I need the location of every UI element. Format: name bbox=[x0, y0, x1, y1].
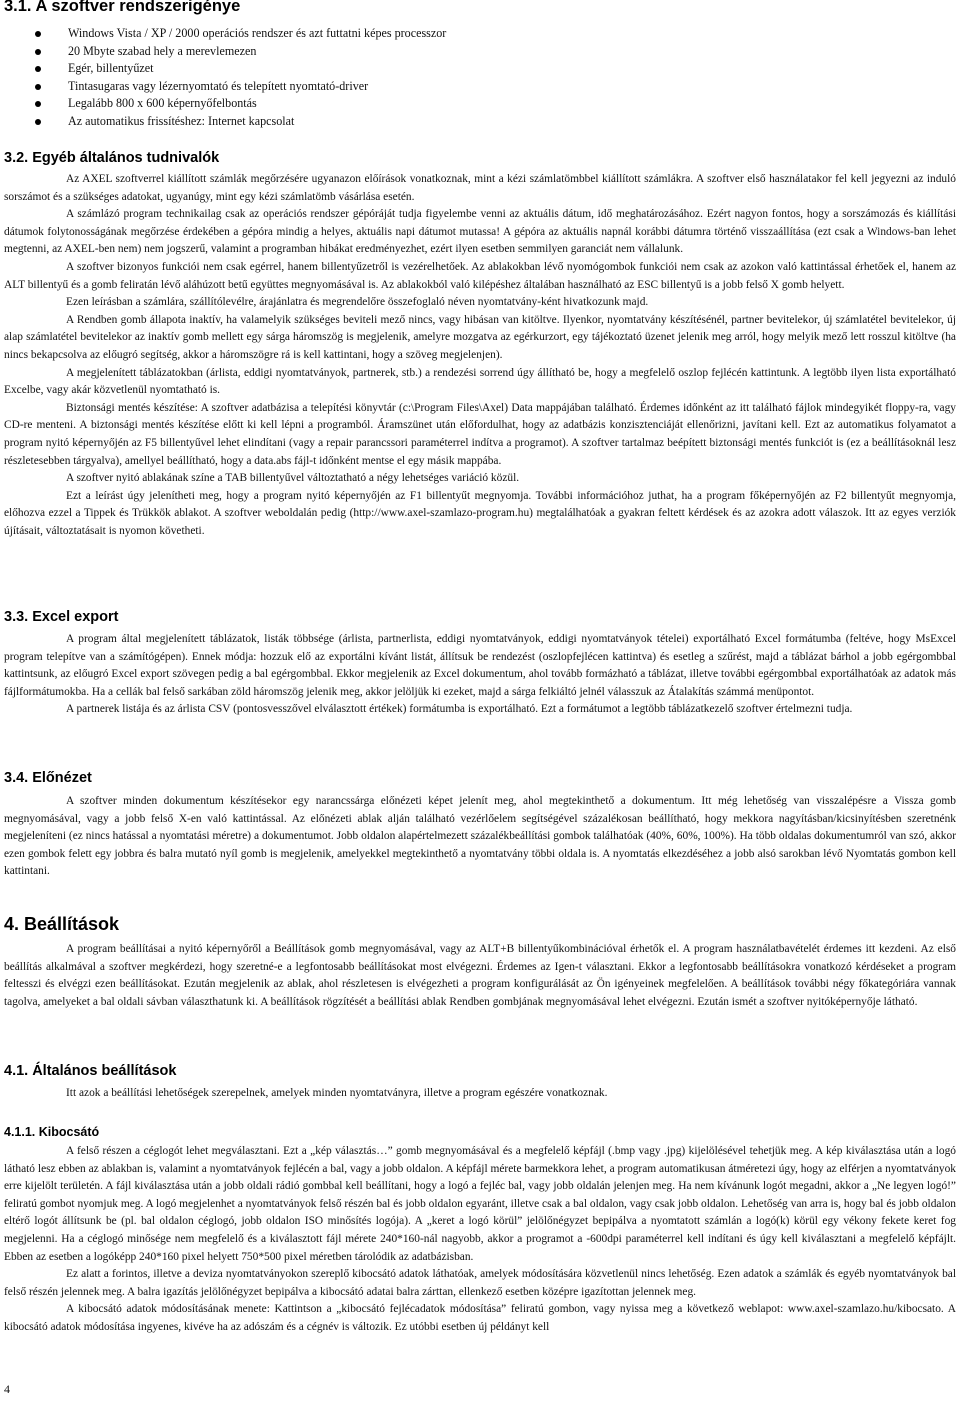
paragraph: Ezt a leírást úgy jelenítheti meg, hogy a program nyitó képernyőjén az F1 billentyűt megnyomja. További információhoz juthat, ha a program főképernyőjén az F2 billentyűt megnyomja, előhozva ezzel a Tippek és Trükkök ablakot. A szoftver weboldalán pedig (http://www.axel-szamlazo-program.hu) megtalálhatóak a gyakran feltett kérdések és az azokra adott válaszok. Itt az egyes verziók újításait, változtatásait is nyomon követheti. bbox=[4, 489, 956, 537]
list-item: Legalább 800 x 600 képernyőfelbontás bbox=[0, 95, 446, 113]
paragraph: Itt azok a beállítási lehetőségek szerepelnek, amelyek minden nyomtatványra, illetve a program egészére vonatkoznak. bbox=[66, 1087, 608, 1099]
section-heading-3-3: 3.3. Excel export bbox=[4, 609, 119, 625]
section-body-4-1 bbox=[4, 1085, 956, 1103]
page-number: 4 bbox=[4, 1382, 10, 1396]
paragraph: Biztonsági mentés készítése: A szoftver adatbázisa a telepítési könyvtár (c:\Program Files\Axel) Data mappájában található. Érdemes időnként az itt található fájlok mindegyikét floppy-ra, vagy CD-re menteni. A biztonsági mentés készítése előtt ki kell lépni a programból. Áramszünet után előfordulhat, hogy az adatbázis konzisztenciáját ellenőrizni, javítani kell. Ezt az automatikus folyamatot a program nyitó képernyőjén az F5 billentyűvel lehet elindítani (vagy a repair parancssori paraméterrel indítva a programot). A szoftver tartalmaz beépített biztonsági mentés funkciót is (ez a beállításoknál lesz részletesebben tárgyalva), amellyel beállítható, hogy a data.abs fájl-t időnként mentse el egy másik mappába. bbox=[4, 401, 956, 467]
paragraph: A megjelenített táblázatokban (árlista, eddigi nyomtatványok, partnerek, stb.) a rendezési sorrend úgy állítható be, hogy a megfelelő oszlop fejlécén kattintunk. A legtöbb ilyen lista exportálható Excelbe, vagy akár közvetlenül nyomtatható is. bbox=[4, 366, 956, 397]
section-heading-4-1: 4.1. Általános beállítások bbox=[4, 1063, 177, 1079]
section-heading-3-1: 3.1. A szoftver rendszerigénye bbox=[4, 0, 241, 15]
paragraph: Ez alatt a forintos, illetve a deviza nyomtatványokon szereplő kibocsátó adatok láthatóak, amelyek módosítására közvetlenül nincs lehetőség. Ezen adatok a számlák és egyéb nyomtatványok bal felső részén jelennek meg. A balra igazítás jelölőnégyzet bepipálva a kibocsátó adatai balra zárttan, ellenkező esetben középre igazítottan jelennek meg. bbox=[4, 1268, 956, 1298]
section-body-4-1-1 bbox=[4, 1143, 956, 1337]
section-body-3-4 bbox=[4, 793, 956, 881]
section-body-3-3 bbox=[4, 631, 956, 719]
section-heading-4-1-1: 4.1.1. Kibocsátó bbox=[4, 1125, 100, 1139]
paragraph: A program által megjelenített táblázatok, listák többsége (árlista, partnerlista, eddigi nyomtatványok, eddigi nyomtatványok tételei) exportálható Excel formátumba (feltéve, hogy MsExcel program telepítve van a számítógépen). Ennek módja: hozzuk elő az exportálni kívánt listát, állítsuk be rendezést (oszlopfejlécen kattintva) és esetleg a szűrést, majd a táblázat bárhol a jobb egérgombbal kattintsunk, az előugró Excel export szövegen pedig a bal egérgombbal. Ekkor megjelenik az Excel dokumentum, ahol tovább formázható a táblázat, illetve további egérgombbal exportálhatóak az adatok más fájlformátumokba. Ha a cellák bal felső sarkában zöld háromszög jelenik meg, akkor jelöljük ki ezeket, majd a sárga felkiáltó jelnél válasszuk az Átalakítás számmá menüpontot. bbox=[4, 633, 956, 698]
section-body-4 bbox=[4, 941, 956, 1011]
paragraph: A felső részen a céglogót lehet megválasztani. Ezt a „kép választás…” gomb megnyomásával és a megfelelő képfájl (.bmp vagy .jpg) kijelölésével tehetjük meg. A kép kiválasztása után a logó látható lesz ebben az ablakban is, valamint a nyomtatványok fejlécén a bal, vagy a jobb oldalon. A képfájl mérete barmekkora lehet, a program automatikusan átméretezi úgy, hogy az elférjen a nyomtatványok erre kijelölt területén. A fájl kiválasztása után a jobb oldali rádió gombbal kell beállítani, hogy a logó a fejléc bal, vagy jobb oldalán jelenjen meg. Ha nem kívánunk logót megadni, akkor a „Ne legyen logó!” feliratú gombot nyomjuk meg. A logó megjelenhet a nyomtatványok felső részén bal és jobb oldalon egyaránt, illetve csak a bal oldalon, vagy csak jobb oldalon. Lehetőség van arra is, hogy bal és jobb oldalon eltérő logót állítsunk be (pl. bal oldalon céglogó, jobb oldalon ISO minősítés logója). A „keret a logó körül” jelölőnégyzet bepipálva a nyomtatott számlán a logó(k) körül egy vékony fekete keret fog megjelenni. Ha a céglogó minősége nem megfelelő és a kiválasztott fájl mérete 240*160-nál nagyobb, akkor a programot a -600dpi paraméterrel kell indítani és úgy kell kiválasztani a megfelelő képfájlt. Ebben az esetben a logóképp 240*160 pixel helyett 750*500 pixel méretben tárolódik az adatbázisban. bbox=[4, 1145, 956, 1263]
list-item: Az automatikus frissítéshez: Internet kapcsolat bbox=[0, 113, 446, 131]
list-item: 20 Mbyte szabad hely a merevlemezen bbox=[0, 43, 446, 61]
list-item: Tintasugaras vagy lézernyomtató és telepített nyomtató-driver bbox=[0, 78, 446, 96]
paragraph: A szoftver bizonyos funkciói nem csak egérrel, hanem billentyűzetről is vezérelhetőek. Az ablakokban lévő nyomógombok funkciói nem csak az azokon való kattintással érhetőek el, hanem az ALT billentyű és a gomb feliratán lévő aláhúzott betű együttes megnyomásával is. Az ablakokból való kilépéshez általában használható az ESC billentyű is a jobb felső X gomb helyett. bbox=[4, 260, 956, 291]
list-item: Windows Vista / XP / 2000 operációs rendszer és azt futtatni képes processzor bbox=[0, 25, 446, 43]
section-body-3-2 bbox=[4, 171, 956, 540]
paragraph: A program beállításai a nyitó képernyőről a Beállítások gomb megnyomásával, vagy az ALT+B billentyűkombinációval érhetők el. A program használatbavételét érdemes itt kezdeni. Az első beállítás alkalmával a szoftver megkérdezi, hogy szeretné-e a legfontosabb beállításokat most elvégezni. Érdemes az Igen-t választani. Ekkor a legfontosabb beállításokra vonatkozó kérdéseket a program feltesszi és elvégzi ezen beállításokat. Ezután megjelenik az ablak, ahol részletesen is elvégezheti a program konfigurálását az Ön igényeinek megfelelően. A beállítások további négy főkategóriára vannak tagolva, amelyeket a bal oldali sávban választhatunk ki. A beállítások rögzítését a beállítási ablak Rendben gombjának megnyomásával lehet elvégezni. Ezután ismét a szoftver nyitóképernyője látható. bbox=[4, 943, 956, 1008]
list-item: Egér, billentyűzet bbox=[0, 60, 446, 78]
paragraph: Ezen leírásban a számlára, szállítólevélre, árajánlatra és megrendelőre összefoglaló néven nyomtatvány-ként hivatkozunk majd. bbox=[66, 296, 649, 309]
paragraph: A számlázó program technikailag csak az operációs rendszer gépóráját tudja figyelembe venni az aktuális dátum, idő meghatározásához. Ezért nagyon fontos, hogy a sorszámozás és kiállítási dátumok folytonosságának megőrzése érdekében a gépóra mindig a helyes, aktuális napi dátumot mutassa! A gépóra az aktuális napnál korábbi dátumra történő visszaállítása (ezt csak a Windows-ban lehet megtenni, az AXEL-ben nem) nem jogszerű, valamint a programban hibákat eredményezhet, ezért ilyen esetben semmilyen garanciát nem vállalunk. bbox=[4, 208, 956, 256]
paragraph: A kibocsátó adatok módosításának menete: Kattintson a „kibocsátó fejlécadatok módosítása” feliratú gombon, vagy nyissa meg a következő weblapot: www.axel-szamlazo.hu/kibocsato. A kibocsátó adatok módosítása ingyenes, kivéve ha az adószám és a cégnév is változik. Ez utóbbi esetben új példányt kell bbox=[4, 1303, 956, 1333]
paragraph: A szoftver minden dokumentum készítésekor egy narancssárga előnézeti képet jelenít meg, ahol megtekinthető a dokumentum. Itt még lehetőség van visszalépésre a Vissza gomb megnyomásával, vagy a jobb felső X-en való kattintással. Az előnézeti ablak alján található vezérlőelem segítségével százalékosan beállítható, hogy mekkora nagyításban/kicsinyítésben szeretnénk megjeleníteni (ez nincs hatással a nyomtatási méretre) a dokumentumot. Jobb oldalon alapértelmezett százalékbeállítási gombok találhatóak (40%, 60%, 100%). Ha több oldalas dokumentumról van szó, akkor ezen gombok felett egy jobbra és balra mutató nyíl gomb is megjelenik, amelyekkel megtekinthető a nyomtatvány többi oldala is. A nyomtatás elkezdéséhez a jobb alsó sarokban lévő Nyomtatás gombon kell kattintani. bbox=[4, 795, 956, 878]
paragraph: A partnerek listája és az árlista CSV (pontosvesszővel elválasztott értékek) formátumba is exportálható. Ezt a formátumot a legtöbb táblázatkezelő szoftver értelmezni tudja. bbox=[66, 703, 853, 716]
paragraph: Az AXEL szoftverrel kiállított számlák megőrzésére ugyanazon előírások vonatkoznak, mint a kézi számlatömbbel kiállított számlákra. A szoftver első használatakor fel kell jegyezni az induló sorszámot és a szükséges adatokat, ugyanúgy, mint egy kézi számlatömb vásárlása esetén. bbox=[4, 173, 956, 203]
section-heading-4: 4. Beállítások bbox=[4, 914, 120, 934]
paragraph: A Rendben gomb állapota inaktív, ha valamelyik szükséges beviteli mező nincs, vagy hibásan van kitöltve. Ilyenkor, nyomtatvány készítésénél, partner bevitelekor, új számlatétel bevitelekor, új alap számlatétel bevitelekor az inaktív gomb mellett egy sárga háromszög is megjelenik, amelyre mozgatva az egérkurzort, egy tájékoztató üzenet jelenik meg arról, hogy melyik mező lett rosszul kitöltve (ha nincs bekapcsolva az előugró segítség, akkor a háromszögre rá is kell kattintani, hogy a szöveg megjelenjen). bbox=[4, 313, 956, 361]
section-heading-3-4: 3.4. Előnézet bbox=[4, 770, 92, 786]
paragraph: A szoftver nyitó ablakának színe a TAB billentyűvel változtatható a négy lehetséges variáció közül. bbox=[66, 472, 520, 485]
requirements-list bbox=[0, 25, 446, 130]
section-heading-3-2: 3.2. Egyéb általános tudnivalók bbox=[4, 150, 220, 166]
